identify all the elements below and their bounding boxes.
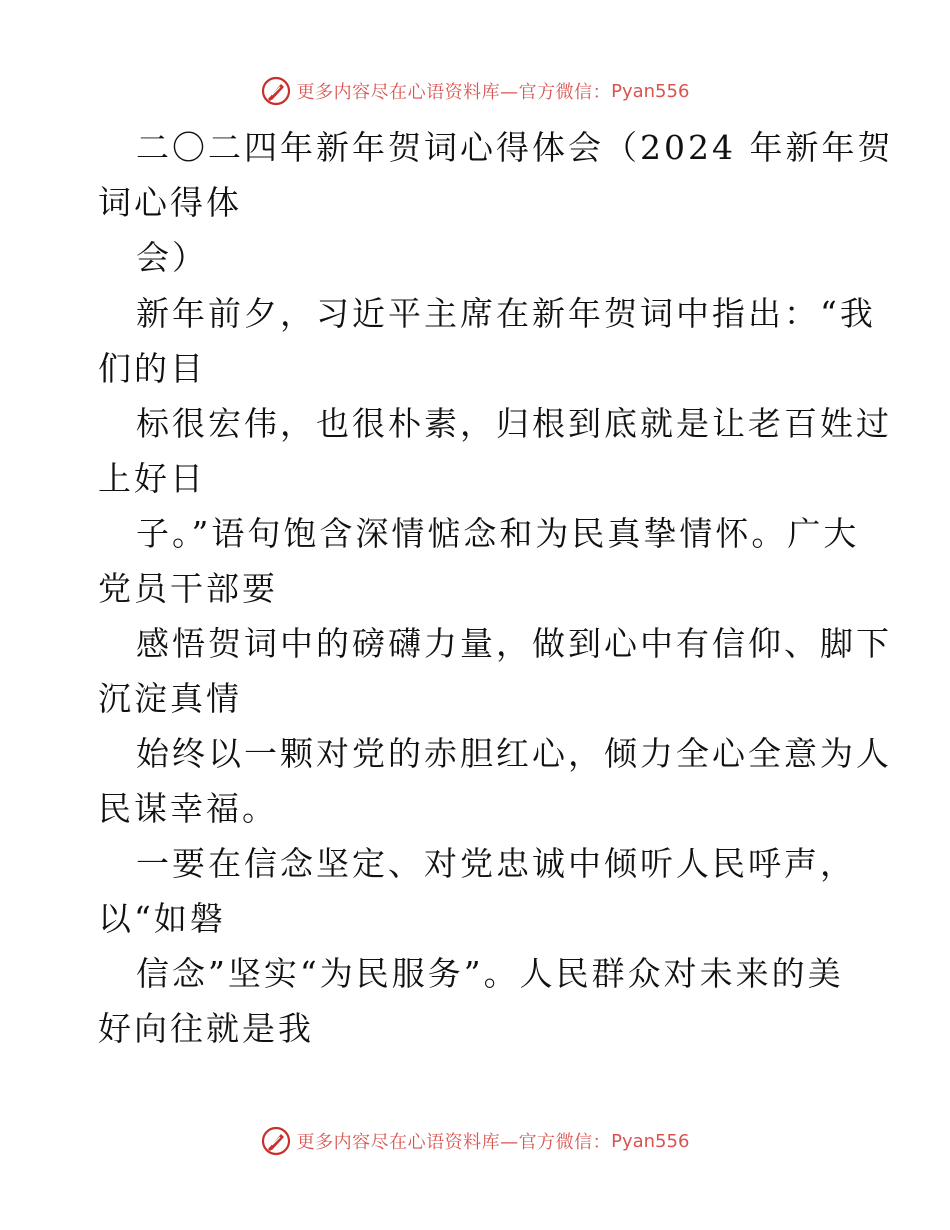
header-watermark: [0, 74, 950, 108]
text-line: 以“如磐: [98, 899, 226, 938]
text-line: 上好日: [98, 459, 206, 498]
text-line: 新年前夕，习近平主席在新年贺词中指出：“我: [136, 294, 876, 333]
text-line: 好向往就是我: [98, 1009, 314, 1048]
text-line: 党员干部要: [98, 569, 278, 608]
watermark-wechat-id: Pyan556: [611, 1130, 690, 1152]
watermark-wechat-id: Pyan556: [611, 80, 690, 102]
text-line: 词心得体: [98, 183, 242, 222]
text-line: 信念”坚实“为民服务”。人民群众对未来的美: [136, 954, 844, 993]
text-line: 标很宏伟，也很朴素，归根到底就是让老百姓过: [136, 404, 892, 443]
text-line: 始终以一颗对党的赤胆红心，倾力全心全意为人: [136, 734, 892, 773]
text-line: 民谋幸福。: [98, 789, 278, 828]
text-line: 们的目: [98, 349, 206, 388]
text-line: 会）: [136, 238, 208, 277]
text-line: 沉淀真情: [98, 679, 242, 718]
text-line: 子。”语句饱含深情惦念和为民真挚情怀。广大: [136, 514, 860, 553]
text-line: 感悟贺词中的磅礴力量，做到心中有信仰、脚下: [136, 624, 892, 663]
feather-pen-logo-icon: [261, 1126, 291, 1156]
text-line: 一要在信念坚定、对党忠诚中倾听人民呼声，: [136, 844, 856, 883]
watermark-text: 更多内容尽在心语资料库—官方微信：: [296, 82, 612, 103]
document-body: [98, 120, 894, 1056]
feather-pen-logo-icon: [261, 76, 291, 106]
footer-watermark: [0, 1124, 950, 1158]
text-line: 二〇二四年新年贺词心得体会（2024 年新年贺: [136, 128, 894, 167]
watermark-text: 更多内容尽在心语资料库—官方微信：: [296, 1132, 612, 1153]
